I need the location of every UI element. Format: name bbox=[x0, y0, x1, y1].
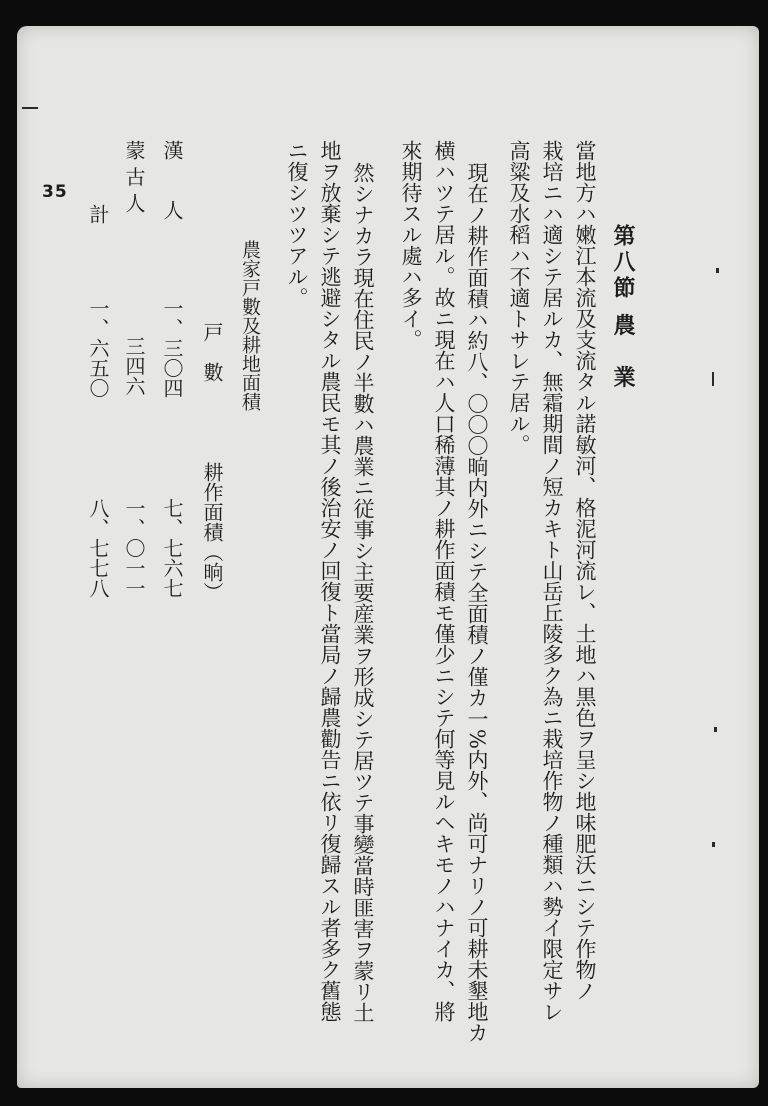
row-area: 七、七六七 bbox=[160, 498, 184, 598]
table-title: 農家戸數及耕地面積 bbox=[239, 240, 261, 411]
paragraph-line: 地ヲ放棄シテ逃避シタル農民モ其ノ後治安ノ回復ト當局ノ歸農勸告ニ依リ復歸スル者多ク舊態 bbox=[318, 140, 342, 1022]
row-area: 一、〇一一 bbox=[122, 498, 146, 598]
scan-mark bbox=[22, 107, 38, 109]
page-number: 35 bbox=[42, 182, 68, 202]
paragraph-line: ニ復シツツアル。 bbox=[285, 140, 309, 308]
row-households: 三四六 bbox=[122, 336, 146, 396]
row-label: 計 bbox=[86, 204, 110, 224]
scan-mark bbox=[716, 268, 719, 273]
row-households: 一、三〇四 bbox=[160, 298, 184, 398]
section-heading: 第八節 農 業 bbox=[610, 224, 636, 392]
row-label: 漢 人 bbox=[160, 140, 184, 220]
row-households: 一、六五〇 bbox=[86, 298, 110, 398]
header-area: 耕作面積（晌） bbox=[200, 462, 224, 602]
paragraph-line: 然シナカラ現在住民ノ半數ハ農業ニ従事シ主要産業ヲ形成シテ居ツテ事變當時匪害ヲ蒙リ土 bbox=[351, 162, 375, 1023]
scan-mark bbox=[714, 727, 717, 732]
header-households: 戸 數 bbox=[200, 322, 224, 382]
paragraph-line: 來期待スル處ハ多イ。 bbox=[399, 140, 423, 350]
row-area: 八、七七八 bbox=[86, 498, 110, 598]
scan-mark bbox=[712, 372, 714, 386]
paragraph-line: 横ハツテ居ル。故ニ現在ハ人口稀薄其ノ耕作面積モ僅少ニシテ何等見ルヘキモノハナイカ、將 bbox=[432, 140, 456, 1022]
paragraph-line: 現在ノ耕作面積ハ約八、〇〇〇晌内外ニシテ全面積ノ僅カ一%内外、尚可ナリノ可耕未墾地カ bbox=[465, 162, 489, 1043]
scan-mark bbox=[712, 842, 715, 847]
paragraph-line: 當地方ハ嫩江本流及支流タル諾敏河、格泥河流レ、土地ハ黒色ヲ呈シ地味肥沃ニシテ作物ノ bbox=[573, 140, 597, 1001]
row-label: 蒙 古 人 bbox=[122, 140, 146, 213]
paragraph-line: 栽培ニハ適シテ居ルカ、無霜期間ノ短カキト山岳丘陵多ク為ニ栽培作物ノ種類ハ勢イ限定サレ bbox=[540, 140, 564, 1022]
paragraph-line: 高粱及水稻ハ不適トサレテ居ル。 bbox=[507, 140, 531, 455]
